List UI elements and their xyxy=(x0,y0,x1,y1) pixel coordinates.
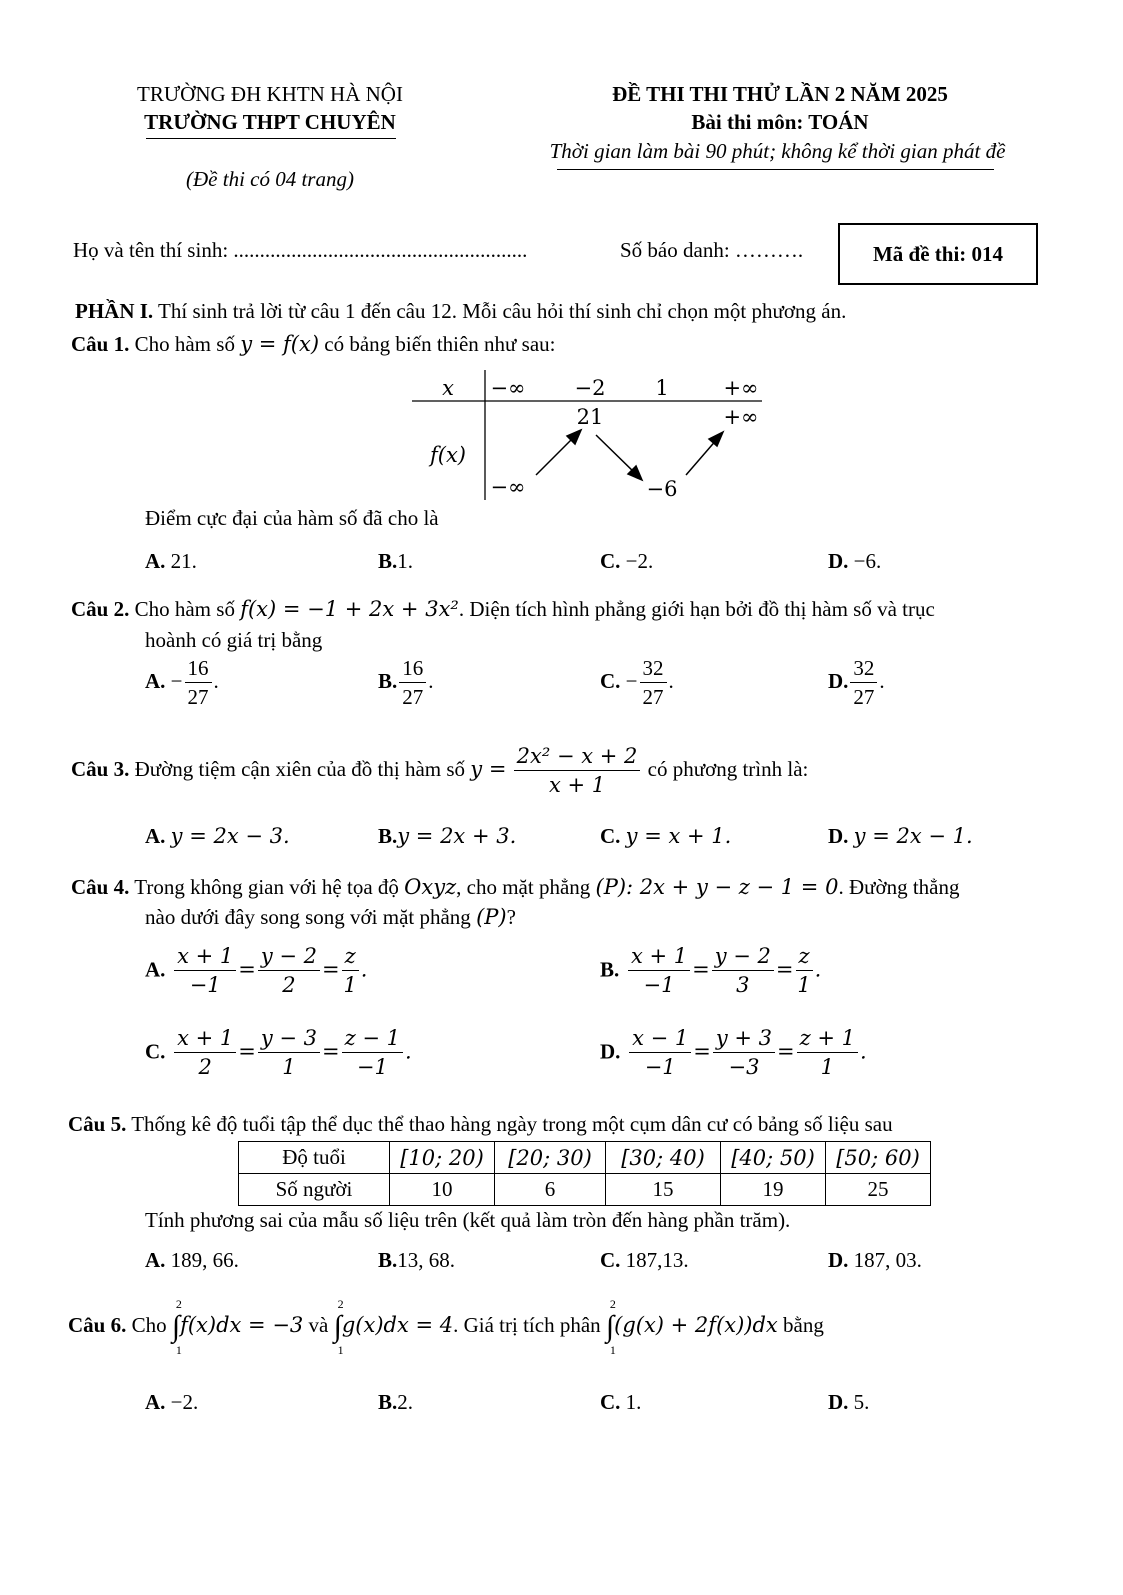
part1-instruction xyxy=(75,299,846,324)
vt-arrows xyxy=(536,430,723,480)
exam-duration: Thời gian làm bài 90 phút; không kể thời gian phát đề xyxy=(549,139,1006,163)
q5-range-5: [50; 60) xyxy=(826,1142,931,1174)
vt-f2: −6 xyxy=(646,477,678,501)
exam-code-box xyxy=(838,223,1038,285)
school-name: TRƯỜNG ĐH KHTN HÀ NỘI xyxy=(137,82,403,106)
exam-subject: Bài thi môn: TOÁN xyxy=(691,110,869,134)
q5-row1-label: Độ tuổi xyxy=(239,1142,390,1174)
q2-label: Câu 2. xyxy=(71,597,130,621)
q4-label: Câu 4. xyxy=(71,875,130,899)
vt-f0: −∞ xyxy=(490,475,526,499)
q2-stem: Câu 2. Cho hàm số f(x) = −1 + 2x + 3x². Diện tích hình phẳng giới hạn bởi đồ thị hàm số và trục xyxy=(71,597,935,621)
q3-numerator: 2x² − x + 2 xyxy=(514,745,641,771)
integral-sign-3: ∫ 2 1 xyxy=(605,1297,616,1357)
q2-option-b[interactable]: B. $\frac{16}{27}$ . xyxy=(378,656,434,710)
q3-stem: Câu 3. Đường tiệm cận xiên của đồ thị hàm số y = $\frac{\text{2x² − x + 2}}{x + 1}$ có phương trình là: xyxy=(71,744,809,798)
q3-option-d[interactable]: D. y = 2x − 1. xyxy=(828,824,973,848)
q5-range-3: [30; 40) xyxy=(606,1142,721,1174)
variation-table xyxy=(400,368,780,508)
q2-stem-cont: hoành có giá trị bằng xyxy=(145,628,323,652)
q5-count-2: 6 xyxy=(495,1174,606,1206)
q5-count-5: 25 xyxy=(826,1174,931,1206)
exam-code: Mã đề thi: 014 xyxy=(872,242,1004,266)
student-name-field: Họ và tên thí sinh: ........................................................ xyxy=(73,238,528,262)
q1-option-d[interactable]: D. −6. xyxy=(828,549,882,573)
vt-fx-label: f(x) xyxy=(429,443,467,467)
q1-option-a[interactable]: A. 21. xyxy=(145,549,197,573)
q1-question: Điểm cực đại của hàm số đã cho là xyxy=(145,506,439,530)
q3-option-a[interactable]: A. y = 2x − 3. xyxy=(145,824,290,848)
q2-option-a[interactable]: A. − $\frac{16}{27}$ . xyxy=(145,656,219,710)
school-subname: TRƯỜNG THPT CHUYÊN xyxy=(144,110,396,134)
vt-x3: +∞ xyxy=(723,376,759,400)
q5-data-table xyxy=(238,1141,931,1206)
q6-option-a[interactable]: A. −2. xyxy=(145,1390,199,1414)
q5-row2-label: Số người xyxy=(239,1174,390,1206)
q2-math: f(x) = −1 + 2x + 3x² xyxy=(240,597,459,621)
q4-stem: Câu 4. Trong không gian với hệ tọa độ Oxyz, cho mặt phẳng (P): 2x + y − z − 1 = 0. Đường thẳng xyxy=(71,875,960,899)
header-right-underline xyxy=(557,169,994,170)
q6-option-b[interactable]: B.2. xyxy=(378,1390,414,1414)
q5-count-1: 10 xyxy=(390,1174,495,1206)
q5-range-4: [40; 50) xyxy=(721,1142,826,1174)
q4-option-a[interactable]: A. $\frac{x + 1}{-1}$ = $\frac{y - 2}{2}$ = $\frac{z}{1}$ . xyxy=(145,944,368,998)
q1-text-a: Cho hàm số xyxy=(134,332,241,356)
q4-option-b[interactable]: B. $\frac{x + 1}{-1}$ = $\frac{y - 2}{3}$ = $\frac{z}{1}$ . xyxy=(600,944,822,998)
vt-x2: 1 xyxy=(655,376,669,400)
q1-option-c[interactable]: C. −2. xyxy=(600,549,654,573)
q3-label: Câu 3. xyxy=(71,756,130,781)
integral-sign-1: ∫ 2 1 xyxy=(171,1297,182,1357)
q2-option-c[interactable]: C. − $\frac{32}{27}$ . xyxy=(600,656,674,710)
vt-x1: −2 xyxy=(574,376,606,400)
part1-text: Thí sinh trả lời từ câu 1 đến câu 12. Mỗi câu hỏi thí sinh chỉ chọn một phương án. xyxy=(153,299,847,323)
q5-option-d[interactable]: D. 187, 03. xyxy=(828,1248,922,1272)
q3-denominator: x + 1 xyxy=(548,773,606,798)
q5-label: Câu 5. xyxy=(68,1112,127,1136)
q5-count-4: 19 xyxy=(721,1174,826,1206)
q6-stem: Câu 6. Cho ∫ 2 1 f(x)dx = −3 và ∫ 2 1 g(x)dx = 4. Giá trị tích phân ∫ 2 1 (g(x) + 2f(x))dx bằng xyxy=(68,1297,824,1357)
vt-f1: 21 xyxy=(576,405,604,429)
exam-title: ĐỀ THI THI THỬ LẦN 2 NĂM 2025 xyxy=(612,82,948,106)
vt-x-label: x xyxy=(442,376,454,400)
vt-x0: −∞ xyxy=(490,376,526,400)
q5-range-1: [10; 20) xyxy=(390,1142,495,1174)
q1-text-b: có bảng biến thiên như sau: xyxy=(319,332,556,356)
q4-option-c[interactable]: C. $\frac{x + 1}{2}$ = $\frac{y - 3}{1}$ = $\frac{z - 1}{-1}$ . xyxy=(145,1026,412,1080)
header-left-underline xyxy=(146,138,396,139)
q6-option-c[interactable]: C. 1. xyxy=(600,1390,642,1414)
q1-option-b[interactable]: B.1. xyxy=(378,549,414,573)
q1-label: Câu 1. xyxy=(71,332,130,356)
q6-option-d[interactable]: D. 5. xyxy=(828,1390,870,1414)
part1-title: PHẦN I. xyxy=(75,299,154,323)
q5-count-3: 15 xyxy=(606,1174,721,1206)
q3-option-b[interactable]: B.y = 2x + 3. xyxy=(378,824,517,848)
q2-option-d[interactable]: D. $\frac{32}{27}$ . xyxy=(828,656,885,710)
q6-label: Câu 6. xyxy=(68,1312,127,1337)
q1-math: y = f(x) xyxy=(240,332,320,356)
q5-stem: Câu 5. Thống kê độ tuổi tập thể dục thể thao hàng ngày trong một cụm dân cư có bảng số liệu sau xyxy=(68,1112,893,1136)
q1-stem xyxy=(71,332,556,357)
page-count-note: (Đề thi có 04 trang) xyxy=(186,167,354,191)
q4-option-d[interactable]: D. $\frac{x - 1}{-1}$ = $\frac{y + 3}{-3}$ = $\frac{z + 1}{1}$ . xyxy=(600,1026,867,1080)
student-id-field: Số báo danh: ………. xyxy=(620,238,804,262)
q5-option-c[interactable]: C. 187,13. xyxy=(600,1248,689,1272)
q5-range-2: [20; 30) xyxy=(495,1142,606,1174)
q4-plane: (P): 2x + y − z − 1 = 0 xyxy=(595,875,839,899)
integral-sign-2: ∫ 2 1 xyxy=(333,1297,344,1357)
q4-stem-cont: nào dưới đây song song với mặt phẳng (P)? xyxy=(145,905,516,929)
q3-option-c[interactable]: C. y = x + 1. xyxy=(600,824,732,848)
q5-option-b[interactable]: B.13, 68. xyxy=(378,1248,456,1272)
q5-option-a[interactable]: A. 189, 66. xyxy=(145,1248,239,1272)
vt-f3: +∞ xyxy=(723,405,759,429)
q5-question: Tính phương sai của mẫu số liệu trên (kết quả làm tròn đến hàng phần trăm). xyxy=(145,1208,791,1232)
